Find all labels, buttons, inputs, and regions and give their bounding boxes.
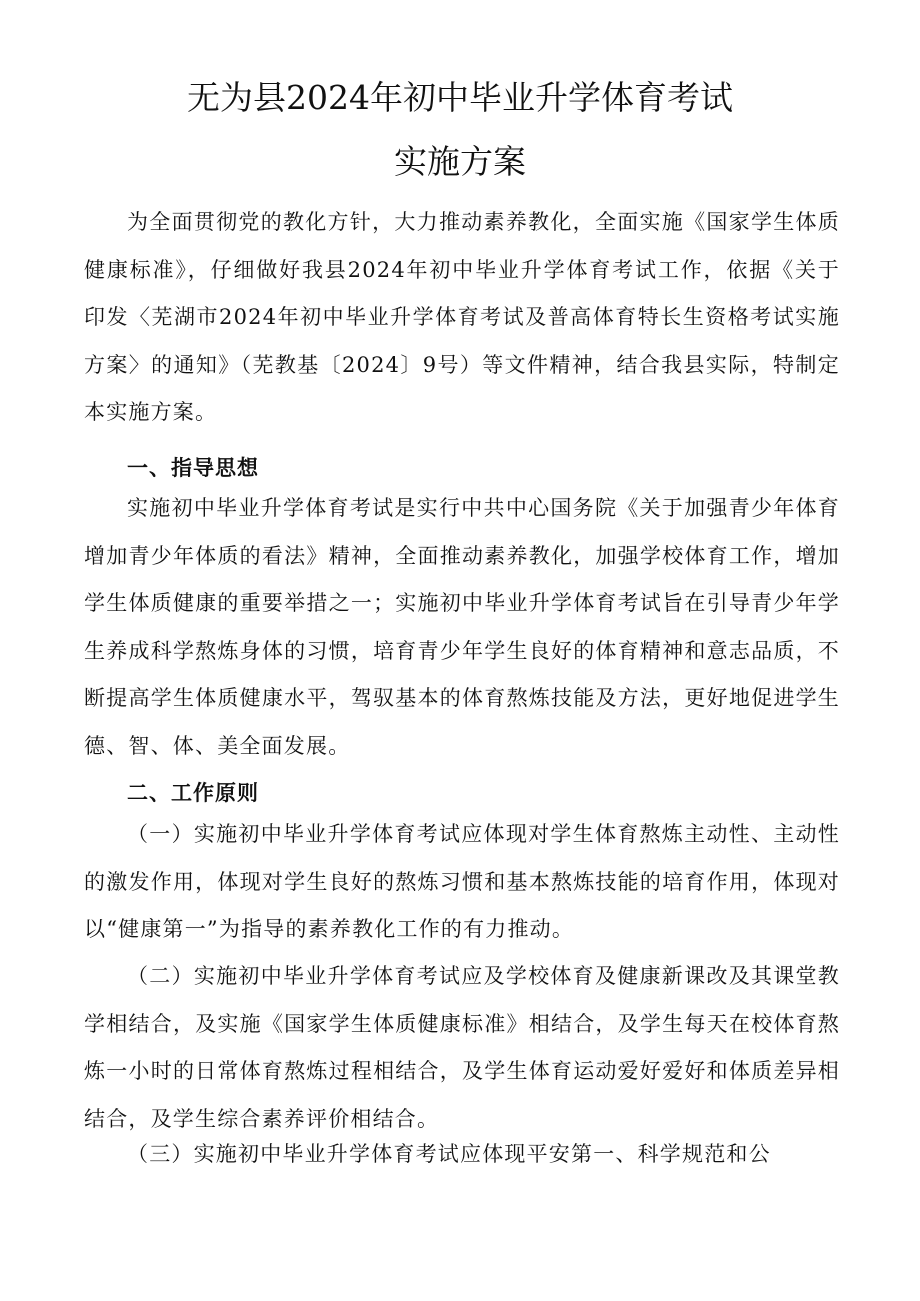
- principle-paragraph-3: （三）实施初中毕业升学体育考试应体现平安第一、科学规范和公: [127, 1142, 771, 1166]
- document-subtitle: 实施方案: [394, 142, 526, 181]
- section-heading-work-principles: 二、工作原则: [127, 781, 259, 805]
- principle-paragraph-2: （二）实施初中毕业升学体育考试应及学校体育及健康新课改及其课堂教学相结合，及实施《国家学生体质健康标准》相结合，及学生每天在校体育熬炼一小时的日常体育熬炼过程相结合，及学生体育运动爱好爱好和体质差异相结合，及学生综合素养评价相结合。: [84, 964, 840, 1131]
- guiding-ideology-paragraph: 实施初中毕业升学体育考试是实行中共中心国务院《关于加强青少年体育增加青少年体质的看法》精神，全面推动素养教化，加强学校体育工作，增加学生体质健康的重要举措之一；实施初中毕业升学体育考试旨在引导青少年学生养成科学熬炼身体的习惯，培育青少年学生良好的体育精神和意志品质，不断提高学生体质健康水平，驾驭基本的体育熬炼技能及方法，更好地促进学生德、智、体、美全面发展。: [84, 496, 840, 758]
- section-heading-guiding-ideology: 一、指导思想: [127, 456, 259, 480]
- document-title: 无为县2024年初中毕业升学体育考试: [187, 78, 733, 117]
- intro-paragraph: 为全面贯彻党的教化方针，大力推动素养教化，全面实施《国家学生体质健康标准》，仔细做好我县2024年初中毕业升学体育考试工作，依据《关于印发〈芜湖市2024年初中毕业升学体育考试及普高体育特长生资格考试实施方案〉的通知》（芜教基〔2024〕9号）等文件精神，结合我县实际，特制定本实施方案。: [84, 210, 840, 424]
- principle-paragraph-1: （一）实施初中毕业升学体育考试应体现对学生体育熬炼主动性、主动性的激发作用，体现对学生良好的熬炼习惯和基本熬炼技能的培育作用，体现对以“健康第一”为指导的素养教化工作的有力推动。: [84, 822, 840, 941]
